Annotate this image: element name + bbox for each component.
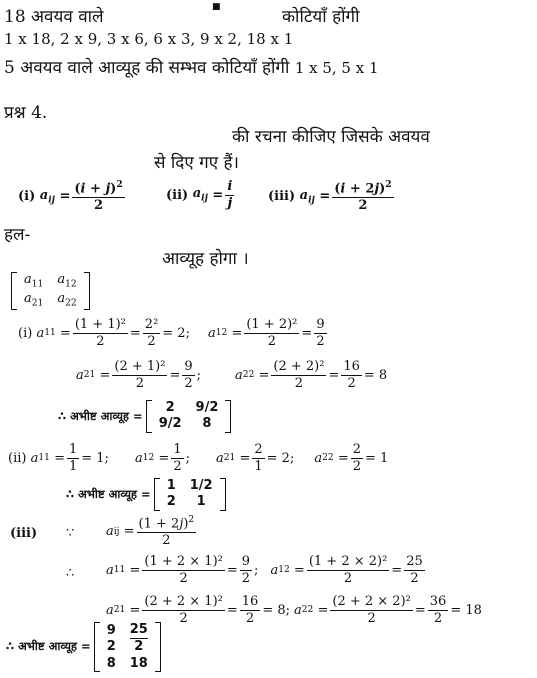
mii-r1c1: 1 — [166, 478, 176, 493]
den-two: 2 — [367, 610, 376, 626]
ii-a21-num: 2 — [254, 442, 263, 457]
den-two: 2 — [294, 375, 304, 391]
ii-a21-result: = 2; — [266, 450, 295, 466]
calc-iii-row1: a 11 = $\frac{\text{(1 + 2 × 1)²}}{2}$ = $\frac{9}{2}$ ; a 12 = $\frac{\text{(1 + 2 × 2)²}}{2}$ = $\frac{25}{2}$ — [106, 554, 423, 586]
miii-r2c2: 2 — [134, 639, 144, 655]
mi-r2c2: 8 — [202, 416, 212, 432]
part-ii-label: (ii) — [8, 450, 27, 466]
mi-r2c1: 9/2 — [158, 416, 182, 432]
iii-a22-result: = 18 — [450, 602, 482, 618]
part-ii-label: (ii) — [166, 187, 189, 203]
question-label: प्रश्न 4. — [4, 103, 48, 123]
therefore-symbol: ∴ — [66, 566, 75, 581]
a22-num: (2 + 2)² — [273, 359, 325, 374]
a11-result: = 2; — [162, 325, 190, 341]
mii-r1c2: 1/2 — [189, 478, 213, 493]
matrix-will-be: आव्यूह होगा । — [162, 249, 249, 269]
den-two: 2 — [433, 610, 443, 626]
mii-r2c1: 2 — [166, 494, 176, 510]
because-symbol: ∵ — [66, 526, 75, 541]
result-ii — [66, 478, 226, 511]
general-matrix: $a_{11}$ $a_{12}$ $a_{21}$ $a_{22}$ — [8, 272, 90, 310]
iii-a12-result: 25 — [406, 554, 423, 569]
den-two: 2 — [347, 375, 356, 391]
den-two: 2 — [179, 570, 188, 586]
iii-a21-result: = 8; — [262, 602, 290, 618]
part-iii-label-solution: (iii) — [10, 526, 38, 541]
den-two: 2 — [316, 333, 325, 349]
den-two: 2 — [96, 333, 105, 349]
required-matrix-label: ∴ अभीष्ट आव्यूह = — [58, 408, 143, 423]
den-two: 2 — [267, 333, 277, 349]
line1-right: कोटियाँ होंगी — [282, 7, 360, 27]
den-two: 2 — [147, 333, 156, 349]
den-two: 2 — [245, 610, 255, 626]
den-two: 2 — [241, 570, 251, 586]
miii-r2c1: 2 — [106, 639, 116, 655]
part-iii-label: (iii) — [268, 188, 296, 204]
a12-result: 9 — [316, 317, 325, 332]
line3 — [4, 55, 379, 78]
line2-orders: 1 x 18, 2 x 9, 3 x 6, 6 x 3, 9 x 2, 18 x 1 — [4, 30, 294, 48]
small-mark: ■ — [212, 2, 221, 12]
calc-i-row1: (i) a 11 = $\frac{\text{(1 + 1)²}}{2}$ = $\frac{\text{2²}}{2}$ = 2; a 12 = $\frac{\text{(1 + 2)²}}{2}$ = $\frac{9}{2}$ — [18, 317, 325, 349]
iii-a11-num: (1 + 2 × 1)² — [144, 554, 223, 569]
ii-a12-num: 1 — [173, 442, 182, 457]
calc-i-row2: a 21 = $\frac{\text{(2 + 1)²}}{2}$ = $\frac{9}{2}$ ; a 22 = $\frac{\text{(2 + 2)²}}{2}$ = $\frac{16}{2}$ = 8 — [76, 359, 388, 391]
a21-num: (2 + 1)² — [114, 359, 166, 374]
calc-iii-def: a ij = $\frac{(1 + 2j)^2}{2}$ — [106, 515, 195, 548]
ii-a11-num: 1 — [68, 442, 78, 457]
a22-result: = 8 — [363, 367, 388, 383]
definition-i: (i) $a_{ij}$ = $\frac{(i + j)^2}{2}$ — [18, 179, 123, 213]
miii-r3c2: 18 — [129, 655, 148, 671]
ii-a22-result: = 1 — [365, 450, 389, 466]
iii-a11-result: 9 — [241, 554, 251, 569]
solution-label: हल- — [4, 225, 31, 245]
result-iii — [6, 622, 161, 672]
calc-ii-row: (ii) a 11 = $\frac{1}{1}$ = 1; a 12 = $\frac{1}{2}$ ; a 21 = $\frac{2}{1}$ = 2; a 22 = $\frac{2}{2}$ = 1 — [8, 442, 389, 474]
den-two: 2 — [162, 532, 171, 548]
mii-r2c2: 1 — [196, 494, 206, 510]
definition-ii: (ii) $a_{ij}$ = $\frac{i}{j}$ — [166, 179, 233, 211]
a12-num: (1 + 2)² — [246, 317, 298, 332]
question-text-2: से दिए गए हैं। — [154, 153, 239, 173]
den-two: 2 — [410, 570, 419, 586]
a11-mid: 2² — [144, 317, 159, 332]
ii-a22-num: 2 — [352, 442, 361, 457]
a21-result: 9 — [184, 359, 193, 374]
calc-iii-row2: a 21 = $\frac{\text{(2 + 2 × 1)²}}{2}$ = $\frac{16}{2}$ = 8; a 22 = $\frac{\text{(2 + 2 × 2)²}}{2}$ = $\frac{36}{2}$ = 18 — [106, 594, 482, 626]
iii-a22-mid: 36 — [429, 594, 447, 609]
result-i — [58, 400, 231, 433]
den-two: 2 — [358, 197, 368, 213]
part-i-label: (i) — [18, 188, 36, 204]
required-matrix-label-3: ∴ अभीष्ट आव्यूह = — [6, 639, 91, 654]
iii-a21-num: (2 + 2 × 1)² — [144, 594, 223, 609]
iii-a21-mid: 16 — [241, 594, 259, 609]
required-matrix-label-2: ∴ अभीष्ट आव्यूह = — [66, 486, 151, 501]
mi-r1c1: 2 — [165, 400, 175, 415]
question-text-1: की रचना कीजिए जिसके अवयव — [232, 127, 430, 147]
den-two: 2 — [179, 610, 188, 626]
miii-r3c1: 8 — [106, 655, 116, 671]
den-two: 2 — [94, 197, 104, 213]
line3-text: 5 अवयव वाले आव्यूह की सम्भव कोटियाँ होंगी — [4, 58, 290, 78]
line1-left: 18 अवयव वाले — [4, 7, 104, 27]
miii-r1c2-num: 25 — [130, 622, 148, 639]
den-two: 2 — [135, 375, 145, 391]
a11-num: (1 + 1)² — [74, 317, 126, 332]
ii-a11-result: = 1; — [81, 450, 109, 466]
line3-values: 1 x 5, 5 x 1 — [294, 59, 379, 77]
iii-a12-num: (1 + 2 × 2)² — [308, 554, 388, 569]
definition-iii: (iii) $a_{ij}$ = $\frac{(i + 2j)^2}{2}$ — [268, 179, 392, 213]
iii-a22-num: (2 + 2 × 2)² — [332, 594, 411, 609]
a22-mid: 16 — [343, 359, 360, 374]
den-two: 2 — [343, 570, 353, 586]
mi-r1c2: 9/2 — [195, 400, 219, 415]
miii-r1c1: 9 — [106, 622, 116, 638]
den-two: 2 — [184, 375, 193, 391]
part-i-label: (i) — [18, 325, 33, 341]
